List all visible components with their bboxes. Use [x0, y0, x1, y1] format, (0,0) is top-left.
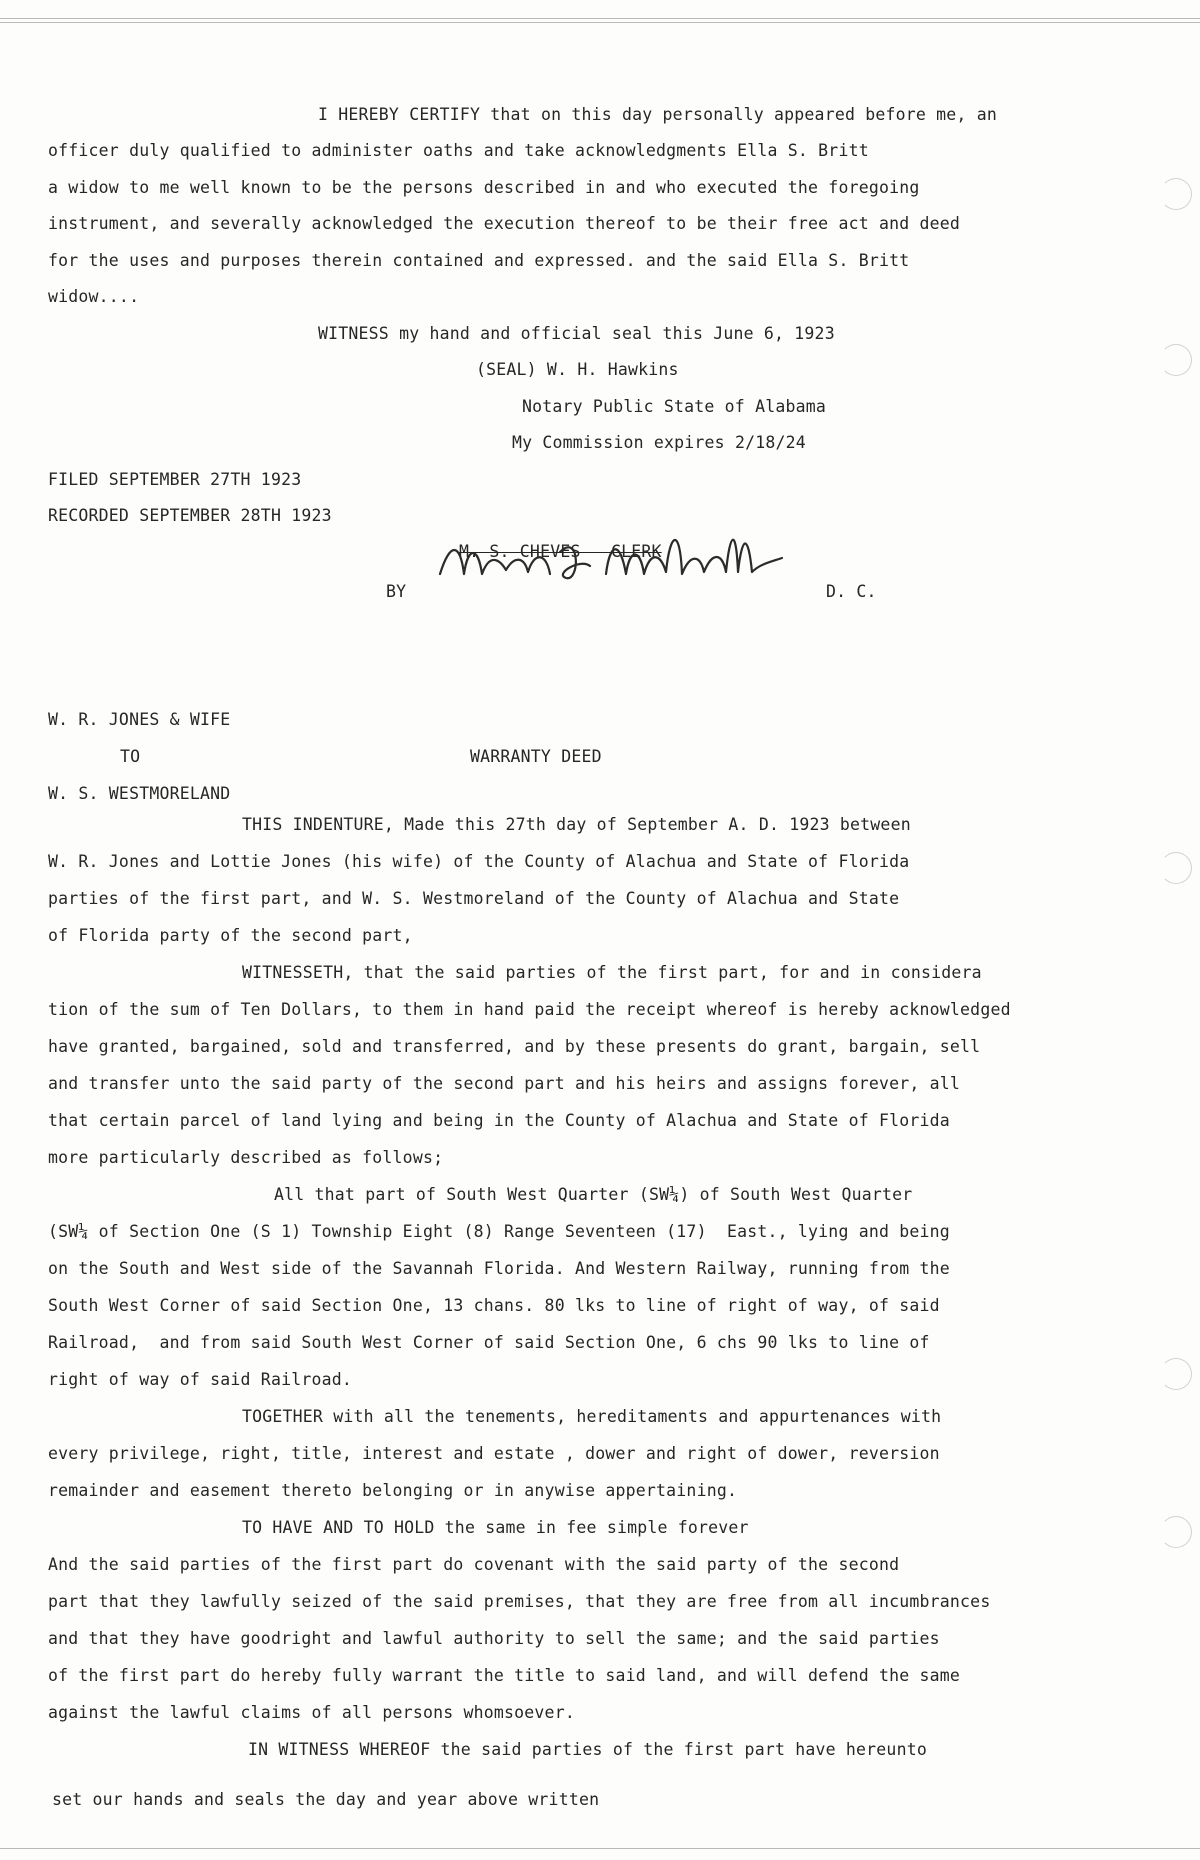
deed-line: of the first part do hereby fully warrant the title to said land, and will defend the same	[48, 1666, 961, 1685]
by-label: BY	[386, 582, 407, 601]
deed-line: IN WITNESS WHEREOF the said parties of the first part have hereunto	[248, 1740, 927, 1759]
deed-line: TO HAVE AND TO HOLD the same in fee simple forever	[242, 1518, 749, 1537]
deed-line: South West Corner of said Section One, 13 chans. 80 lks to line of right of way, of said	[48, 1296, 940, 1315]
deed-line: WITNESSETH, that the said parties of the first part, for and in considera	[242, 963, 982, 982]
deputy-clerk-label: D. C.	[826, 582, 877, 601]
deed-line: THIS INDENTURE, Made this 27th day of September A. D. 1923 between	[242, 815, 911, 834]
certificate-line: for the uses and purposes therein contained and expressed. and the said Ella S. Britt	[48, 251, 910, 270]
deed-line: W. R. Jones and Lottie Jones (his wife) of the County of Alachua and State of Florida	[48, 852, 910, 871]
deed-line: Railroad, and from said South West Corner of said Section One, 6 chs 90 lks to line of	[48, 1333, 930, 1352]
top-rule	[0, 18, 1200, 19]
grantor: W. R. JONES & WIFE	[48, 710, 231, 729]
deed-line: remainder and easement thereto belonging or in anywise appertaining.	[48, 1481, 738, 1500]
clerk-name: M. S. CHEVES CLERK	[459, 542, 662, 561]
deed-line: TOGETHER with all the tenements, hereditaments and appurtenances with	[242, 1407, 942, 1426]
deed-line: and that they have goodright and lawful authority to sell the same; and the said parties	[48, 1629, 940, 1648]
deed-line: and transfer unto the said party of the second part and his heirs and assigns forever, all	[48, 1074, 961, 1093]
seal-line: (SEAL) W. H. Hawkins	[476, 360, 679, 379]
top-rule-2	[0, 22, 1200, 23]
punch-hole	[1160, 852, 1192, 884]
certificate-line: instrument, and severally acknowledged the execution thereof to be their free act and deed	[48, 214, 961, 233]
grantee: W. S. WESTMORELAND	[48, 784, 231, 803]
deed-line: right of way of said Railroad.	[48, 1370, 353, 1389]
deed-line: All that part of South West Quarter (SW¼) of South West Quarter	[274, 1185, 913, 1204]
punch-hole	[1160, 344, 1192, 376]
deed-line: And the said parties of the first part do covenant with the said party of the second	[48, 1555, 900, 1574]
filed-date: FILED SEPTEMBER 27TH 1923	[48, 470, 302, 489]
certificate-line: a widow to me well known to be the persons described in and who executed the foregoing	[48, 178, 920, 197]
deed-title: WARRANTY DEED	[470, 747, 602, 766]
deed-line: parties of the first part, and W. S. Westmoreland of the County of Alachua and State	[48, 889, 900, 908]
recorded-date: RECORDED SEPTEMBER 28TH 1923	[48, 506, 332, 525]
witness-line: WITNESS my hand and official seal this June 6, 1923	[318, 324, 835, 343]
deed-line: have granted, bargained, sold and transferred, and by these presents do grant, bargain, sell	[48, 1037, 981, 1056]
certificate-line: officer duly qualified to administer oaths and take acknowledgments Ella S. Britt	[48, 141, 869, 160]
clerk-signature	[430, 512, 790, 592]
deed-line: part that they lawfully seized of the said premises, that they are free from all incumbrances	[48, 1592, 991, 1611]
to-label: TO	[120, 747, 141, 766]
notary-title: Notary Public State of Alabama	[522, 397, 827, 416]
punch-hole	[1160, 1358, 1192, 1390]
signature-scribble	[430, 512, 790, 592]
certificate-line: widow....	[48, 287, 140, 306]
deed-line: of Florida party of the second part,	[48, 926, 413, 945]
deed-line: on the South and West side of the Savannah Florida. And Western Railway, running from the	[48, 1259, 950, 1278]
deed-line: tion of the sum of Ten Dollars, to them in hand paid the receipt whereof is hereby acknowledged	[48, 1000, 1011, 1019]
deed-line: (SW¼ of Section One (S 1) Township Eight (8) Range Seventeen (17) East., lying and being	[48, 1222, 950, 1241]
deed-line: every privilege, right, title, interest and estate , dower and right of dower, reversion	[48, 1444, 940, 1463]
punch-hole	[1160, 178, 1192, 210]
certificate-line: I HEREBY CERTIFY that on this day personally appeared before me, an	[318, 105, 997, 124]
deed-line: against the lawful claims of all persons whomsoever.	[48, 1703, 575, 1722]
deed-line: set our hands and seals the day and year above written	[52, 1790, 600, 1809]
punch-hole	[1160, 1516, 1192, 1548]
commission-expiry: My Commission expires 2/18/24	[512, 433, 806, 452]
bottom-rule	[0, 1848, 1200, 1849]
deed-line: that certain parcel of land lying and being in the County of Alachua and State of Florida	[48, 1111, 950, 1130]
deed-line: more particularly described as follows;	[48, 1148, 444, 1167]
